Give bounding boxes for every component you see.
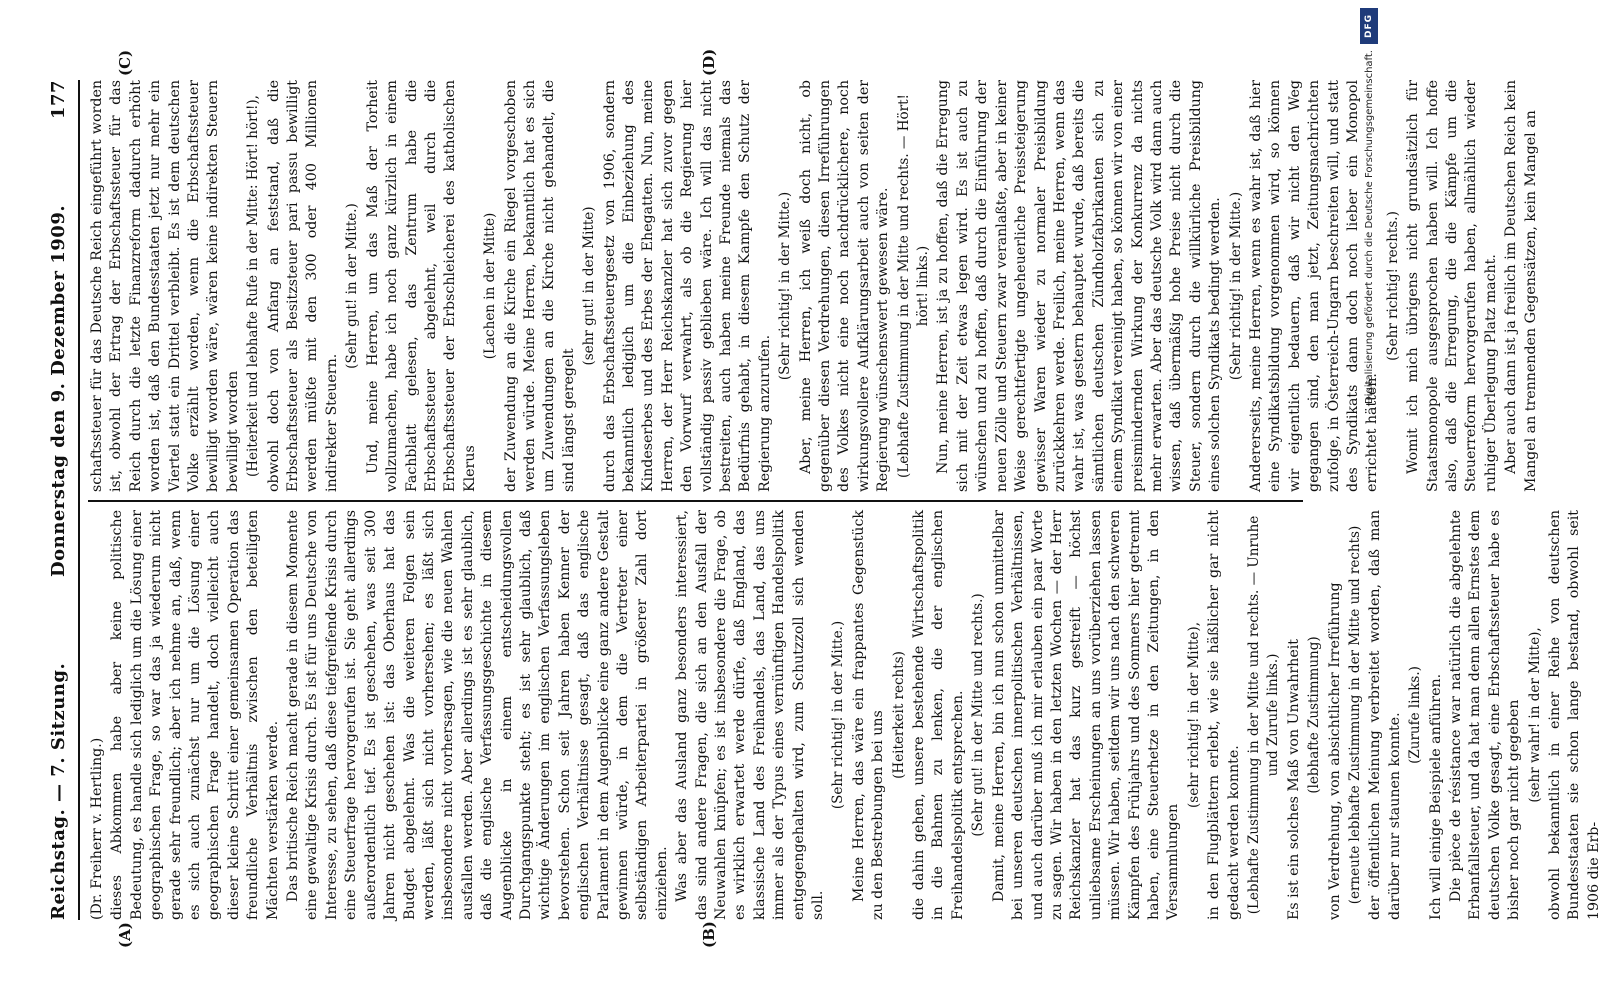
- stage-direction: (Lebhafte Zustimmung in der Mitte und rechts. — Hört! hört! links.): [895, 94, 932, 478]
- digitization-credit: Digitalisierung gefördert durch die Deutsche Forschungsgemeinschaft.: [1363, 50, 1375, 405]
- paragraph: Andererseits, meine Herren, wenn es wahr ist, daß hier eine Syndikatsbildung vorgenommen wird, so können wir eigentlich bedauern, daß wir nicht den Weg gegangen sind, den man jetzt, Zeitungsnachrichten zufolge, in Österreich-Ungarn beschreiten will, und statt des Syndikats dann doch noch lieber ein Monopol errichtet hätten.: [1247, 80, 1381, 492]
- page-number: 177: [47, 80, 69, 120]
- stage-direction: (Heiterkeit rechts): [890, 651, 907, 779]
- paragraph: Womit ich mich übrigens nicht grundsätzlich für Staatsmonopole ausgesprochen haben will. Ich hoffe also, daß die Erregung, die die Kämpfe um die Steuerreform hervorgerufen haben, allmählich wieder ruhiger Überlegung Platz macht.: [1405, 80, 1499, 492]
- margin-marker-b: (B): [700, 921, 718, 948]
- header-rule: [78, 80, 80, 920]
- stage-direction: (Sehr richtig! in der Mitte.): [777, 191, 794, 381]
- paragraph: der öffentlichen Meinung verbreitet worden, daß man darüber nur staunen konnte.: [1367, 510, 1403, 920]
- paragraph: Und, meine Herren, um das Maß der Torheit vollzumachen, habe ich noch ganz kürzlich in einem Fachblatt gelesen, das Zentrum habe die Erbschaftssteuer abgelehnt, weil durch die Erbschaftssteuer der Erbschleicherei des katholischen Klerus: [364, 80, 478, 492]
- stage-direction: (Heiterkeit und lebhafte Rufe in der Mitte: Hört! hört!),: [245, 95, 262, 477]
- paragraph: obwohl bekanntlich in einer Reihe von deutschen Bundesstaaten sie schon lange bestand, obwohl seit 1906 die Erb-: [1547, 510, 1602, 920]
- left-column: [88, 510, 1602, 920]
- paragraph: obwohl doch von Anfang an feststand, daß die Erbschaftssteuer als Besitzsteuer pari passu bewilligt werden müßte mit den 300 oder 400 Millionen indirekter Steuern.: [265, 80, 340, 492]
- paragraph: durch das Erbschaftssteuergesetz von 1906, sondern bekanntlich lediglich um die Einbeziehung des Kindeserbes und des Erbes der Ehegatten. Nun, meine Herren, der Herr Reichskanzler hat sich zuvor gegen den Vorwurf verwahrt, als ob die Regierung hier vollständig passiv geblieben wäre. Ich will das nicht bestreiten, auch haben meine Freunde niemals das Bedürfnis gehabt, in diesem Kampfe den Schutz der Regierung anzurufen.: [601, 80, 773, 492]
- paragraph: Was aber das Ausland ganz besonders interessiert, das sind andere Fragen, die sich an den Ausfall der Neuwahlen knüpfen; es ist insbesondere die Frage, ob es wirklich erwartet werde dürfe, daß England, das klassische Land des Freihandels, das Land, das uns immer als der Typus eines vernünftigen Handelspolitik entgegengehalten wird, zum Schutzzoll sich wenden soll.: [674, 510, 827, 920]
- paragraph: Ich will einige Beispiele anführen.: [1427, 673, 1444, 920]
- paragraph: Die pièce de résistance war natürlich die abgelehnte Erbanfallsteuer, und da hat man denn allen Ernstes dem deutschen Volke gesagt, eine Erbschaftssteuer habe es bisher noch gar nicht gegeben: [1448, 510, 1523, 920]
- stage-direction: (Zurufe links.): [1407, 666, 1424, 764]
- header-date: Donnerstag den 9. Dezember 1909.: [47, 204, 69, 577]
- stage-direction: (Sehr richtig! in der Mitte.): [830, 620, 847, 810]
- paragraph: Aber auch dann ist ja freilich im Deutschen Reich kein Mangel an trennenden Gegensätzen, kein Mangel an: [1503, 80, 1539, 492]
- paragraph: Damit, meine Herren, bin ich nun schon unmittelbar bei unseren deutschen innerpolitischen Verhältnissen, und auch darüber muß ich mir erlauben ein paar Worte zu sagen. Wir haben in den letzten Wochen — der Herr Reichskanzler hat das kurz gestreift — höchst unliebsame Erscheinungen an uns vorüberziehen lassen müssen. Wir haben, seitdem wir uns nach den schweren Kämpfen des Frühjahrs und des Sommers hier getrennt haben, eine Steuerhetze in den Zeitungen, in den Versammlungen: [990, 510, 1182, 920]
- stage-direction: (sehr richtig! in der Mitte),: [1185, 622, 1202, 808]
- stage-direction: (Lebhafte Zustimmung in der Mitte und rechts. — Unruhe und Zurufe links.): [1245, 515, 1282, 915]
- paragraph: Aber, meine Herren, ich weiß doch nicht, ob gegenüber diesen Verdrehungen, diesen Irreführungen des Volkes nicht eine noch nachdrücklichere, noch wirkungsvollere Aufklärungsarbeit auch von seiten der Regierung wünschenswert gewesen wäre.: [797, 80, 892, 492]
- stage-direction: (erneute lebhafte Zustimmung in der Mitte und rechts): [1347, 525, 1363, 905]
- paragraph: Das britische Reich macht gerade in diesem Momente eine gewaltige Krisis durch. Es ist für uns Deutsche von Interesse, zu sehen, daß diese tiefgreifende Krisis durch eine Steuerfrage hervorgerufen ist. Sie geht allerdings außerordentlich tief. Es ist geschehen, was seit 300 Jahren nicht geschehen ist: das Oberhaus hat das Budget abgelehnt. Was die weiteren Folgen sein werden, läßt sich nicht vorhersehen; es läßt sich insbesondere nicht vorhersagen, wie die neuen Wahlen ausfallen werden. Aber allerdings ist es sehr glaublich, daß die englische Verfassungsgeschichte in diesem Augenblicke in einem entscheidungsvollen Durchgangspunkte steht; es ist sehr glaublich, daß wichtige Änderungen im englischen Verfassungsleben bevorstehen. Schon seit Jahren haben Kenner der englischen Verhältnisse gesagt, daß das englische Parlament in dem Augenblicke eine ganz andere Gestalt gewinnen würde, in dem die Vertreter einer selbständigen Arbeiterpartei in größerer Zahl dort einziehen.: [285, 510, 670, 920]
- paragraph: Meine Herren, das wäre ein frappantes Gegenstück zu den Bestrebungen bei uns: [850, 510, 887, 920]
- stage-direction: (Sehr richtig! in der Mitte.): [1227, 191, 1244, 381]
- paragraph: Es ist ein solches Maß von Unwahrheit: [1285, 639, 1302, 920]
- margin-marker-c: (C): [116, 49, 134, 76]
- stage-direction: (Sehr gut! in der Mitte und rechts.): [970, 593, 987, 837]
- paragraph: schaftssteuer für das Deutsche Reich eingeführt worden ist, obwohl der Ertrag der Erbschaftssteuer für das Reich durch die letzte Finanzreform dadurch erhöht worden ist, daß den Bundesstaaten jetzt nur mehr ein Viertel statt ein Drittel verbleibt. Es ist dem deutschen Volke erzählt worden, wenn die Erbschaftssteuer bewilligt worden wäre, wären keine indirekten Steuern bewilligt worden: [89, 80, 241, 492]
- stage-direction: (Lachen in der Mitte): [482, 212, 499, 360]
- paragraph: dieses Abkommen habe aber keine politische Bedeutung, es handle sich lediglich um die Lösung einer geographischen Frage, so war das ja wiederum nicht gerade sehr freundlich; aber ich nehme an, daß, wenn es sich auch zunächst nur um die Lösung einer geographischen Frage handelt, doch vielleicht auch dieser kleine Schritt einer gemeinsamen Operation das freundliche Verhältnis zwischen den beteiligten Mächten verstärken werde.: [109, 510, 281, 920]
- paragraph: die dahin gehen, unsere bestehende Wirtschaftspolitik in die Bahnen zu lenken, die der englischen Freihandelspolitik entsprechen.: [911, 510, 966, 920]
- digitization-strip: [1359, 8, 1379, 848]
- margin-marker-d: (D): [700, 48, 718, 76]
- stage-direction: (lebhafte Zustimmung): [1306, 636, 1323, 794]
- page-header: [44, 80, 72, 920]
- column-divider: [88, 500, 1303, 502]
- paragraph: Nun, meine Herren, ist ja zu hoffen, daß die Erregung sich mit der Zeit etwas legen wird. Es ist auch zu wünschen und zu hoffen, daß durch die Einführung der neuen Zölle und Steuern zwar veranlaßte, aber in keiner Weise gerechtfertigte ungeheuerliche Preissteigerung gewisser Waren wieder zu normaler Preisbildung zurückkehren werde. Freilich, meine Herren, wenn das wahr ist, was gestern behauptet wurde, daß bereits die sämtlichen deutschen Zündholzfabrikanten sich zu einem Syndikat vereinigt haben, so können wir von einer preismindernden Wirkung der Konkurrenz da nichts mehr erwarten. Aber das deutsche Volk wird dann auch wissen, daß übermäßig hohe Preise nicht durch die Steuer, sondern durch die willkürliche Preisbildung eines solchen Syndikats bedingt werden.: [935, 80, 1224, 492]
- paragraph: von Verdrehung, von absichtlicher Irreführung: [1326, 582, 1343, 920]
- paragraph: in den Flugblättern erlebt, wie sie häßlicher gar nicht gedacht werden konnte.: [1206, 510, 1242, 920]
- stage-direction: (sehr wahr! in der Mitte),: [1526, 627, 1543, 803]
- stage-direction: (Sehr gut! in der Mitte.): [344, 203, 361, 369]
- margin-marker-a: (A): [116, 922, 134, 948]
- paragraph: der Zuwendung an die Kirche ein Riegel vorgeschoben werden würde. Meine Herren, bekanntlich hat es sich um Zuwendungen an die Kirche nicht gehandelt, die sind längst geregelt: [502, 80, 577, 492]
- dfg-logo: DFG: [1360, 8, 1378, 44]
- speaker-label: (Dr. Freiherr v. Hertling.): [89, 737, 105, 920]
- header-left: Reichstag. — 7. Sitzung.: [47, 662, 69, 920]
- stage-direction: (Sehr richtig! rechts.): [1384, 211, 1401, 361]
- stage-direction: (sehr gut! in der Mitte): [581, 206, 598, 366]
